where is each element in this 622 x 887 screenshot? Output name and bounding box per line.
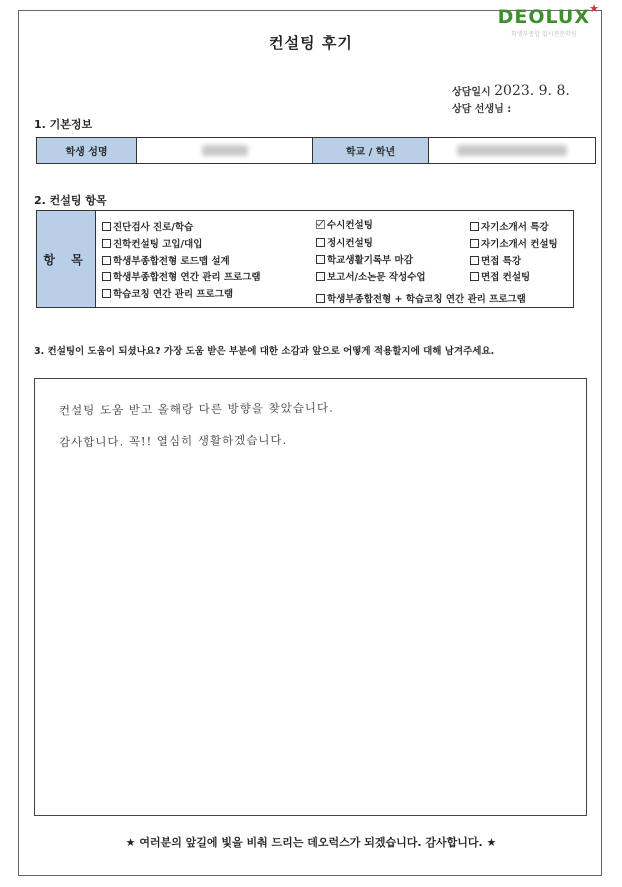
logo-brand: DEOLUX ★ (497, 2, 600, 28)
checkbox-checked-icon[interactable] (316, 220, 325, 229)
consult-option-6[interactable] (316, 217, 373, 231)
option-label: 면접 특강 (481, 256, 522, 267)
option-label: 자기소개서 특강 (481, 222, 549, 233)
checkbox-icon[interactable] (470, 222, 479, 231)
footer-message: ★ 여러분의 앞길에 빛을 비춰 드리는 데오럭스가 되겠습니다. 감사합니다. ★ (125, 836, 497, 849)
items-body (96, 211, 573, 307)
consult-option-9[interactable] (316, 269, 426, 283)
items-head: 항 목 (37, 211, 96, 307)
consult-option-13[interactable] (470, 253, 521, 267)
consult-option-11[interactable] (470, 219, 549, 233)
checkbox-icon[interactable] (102, 222, 111, 231)
checkbox-icon[interactable] (470, 272, 479, 281)
option-label: 정시컨설팅 (327, 238, 373, 249)
answer-line-1: 컨설팅 도움 받고 올해랑 다른 방향을 찾았습니다. (58, 400, 334, 418)
option-label: 학습코칭 연간 관리 프로그램 (113, 289, 234, 300)
checkbox-icon[interactable] (470, 256, 479, 265)
consult-date (452, 83, 570, 99)
checkbox-icon[interactable] (316, 294, 325, 303)
consult-option-3[interactable] (102, 253, 230, 267)
option-label: 면접 컨설팅 (481, 272, 531, 283)
consult-option-14[interactable] (470, 269, 530, 283)
option-label: 진학컨설팅 고입/대입 (113, 239, 203, 250)
option-label: 보고서/소논문 작성수업 (327, 272, 426, 283)
teacher-label: 상담 선생님 : (452, 104, 512, 115)
feedback-question: 3. 컨설팅이 도움이 되셨나요? 가장 도움 받은 부분에 대한 소감과 앞으로 어떻게 적용할지에 대해 남겨주세요. (34, 346, 495, 357)
checkbox-icon[interactable] (102, 272, 111, 281)
page-title: 컨설팅 후기 (269, 34, 353, 52)
school-grade-label: 학교 / 학년 (313, 138, 429, 163)
school-grade-value (429, 138, 595, 163)
consult-option-10[interactable] (316, 291, 526, 305)
option-label: 수시컨설팅 (327, 220, 373, 231)
option-label: 학생부종합전형 + 학습코칭 연간 관리 프로그램 (327, 294, 526, 305)
consult-option-1[interactable] (102, 219, 193, 233)
option-label: 학생부종합전형 로드맵 설계 (113, 256, 230, 267)
student-name-label: 학생 성명 (37, 138, 137, 163)
redacted-school (457, 145, 567, 156)
consult-option-5[interactable] (102, 286, 233, 300)
section1-title: 1. 기본정보 (34, 118, 93, 131)
checkbox-icon[interactable] (316, 238, 325, 247)
answer-line-2: 감사합니다. 꼭!! 열심히 생활하겠습니다. (58, 432, 288, 450)
date-label: 상담일시 (452, 87, 491, 98)
consulting-items-table (36, 210, 574, 308)
basic-info-table (36, 137, 596, 164)
option-label: 진단검사 진로/학습 (113, 222, 194, 233)
logo-tagline: 학생부종합 입시전문학원 (510, 31, 577, 38)
student-name-value (137, 138, 313, 163)
redacted-name (202, 145, 248, 156)
consult-option-4[interactable] (102, 269, 261, 283)
star-icon: ★ (589, 2, 600, 15)
checkbox-icon[interactable] (316, 272, 325, 281)
option-label: 학교생활기록부 마감 (327, 255, 413, 266)
checkbox-icon[interactable] (102, 289, 111, 298)
checkbox-icon[interactable] (316, 255, 325, 264)
checkbox-icon[interactable] (470, 239, 479, 248)
option-label: 자기소개서 컨설팅 (481, 239, 558, 250)
checkbox-icon[interactable] (102, 239, 111, 248)
consult-option-12[interactable] (470, 236, 558, 250)
date-value: 2023. 9. 8. (494, 83, 570, 99)
consult-option-2[interactable] (102, 236, 202, 250)
consult-option-7[interactable] (316, 235, 373, 249)
feedback-answer-box[interactable] (34, 378, 587, 816)
section2-title: 2. 컨설팅 항목 (34, 194, 107, 207)
option-label: 학생부종합전형 연간 관리 프로그램 (113, 272, 261, 283)
checkbox-icon[interactable] (102, 256, 111, 265)
consult-option-8[interactable] (316, 252, 413, 266)
